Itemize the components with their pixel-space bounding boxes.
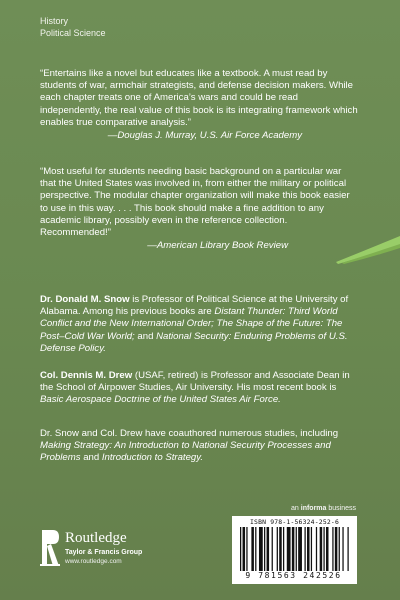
review-quote-murray (40, 68, 358, 142)
quote-attribution: —American Library Book Review (147, 240, 288, 252)
quote-attribution: —Douglas J. Murray, U.S. Air Force Academy (107, 130, 302, 142)
green-swoosh-decoration (336, 232, 400, 266)
review-quote-library (40, 166, 358, 252)
category-history: History (40, 16, 69, 26)
category-political-science: Political Science (40, 28, 106, 38)
book-title: National Security: Enduring Problems of U.S. Defense Policy. (40, 330, 348, 354)
book-titles: Distant Thunder: Third World Conflict and the New International Order; The Shape of the Future: The Post–Cold War World; (40, 306, 343, 342)
subject-categories (40, 15, 106, 39)
author-name: Col. Dennis M. Drew (40, 370, 133, 381)
author-bio-drew: Col. Dennis M. Drew (USAF, retired) is Professor and Associate Dean in the School of Airpower Studies, Air University. His most recent book is Basic Aerospace Doctrine of the United States Air Force. (40, 370, 350, 406)
isbn-number: ISBN 978-1-56324-252-6 (249, 518, 340, 526)
publisher-url: www.routledge.com (65, 558, 122, 565)
informa-business-label: an informa business (291, 505, 356, 512)
publisher-group: Taylor & Francis Group (65, 549, 143, 556)
author-bio-snow: Dr. Donald M. Snow is Professor of Political Science at the University of Alabama. Among his previous books are Distant Thunder: Third World Conflict and the New International Order; The Shape of the Future: The Post–Cold War World; and National Security: Enduring Problems of U.S. Defense Policy. (40, 294, 349, 354)
routledge-r-mark-icon (40, 528, 60, 568)
author-name: Dr. Donald M. Snow (40, 294, 130, 305)
quote-text: “Most useful for students needing basic background on a particular war that the United States was involved in, from either the military or political perspective. The modular chapter organization will make this book easier to use in this way. . . . This book should make a fine addition to any academic library, possibly even in the reference collection. Recommended!” (40, 166, 350, 239)
barcode-bars (240, 527, 350, 571)
publisher-name: Routledge (65, 530, 127, 546)
book-title: Making Strategy: An Introduction to National Security Processes and Problems (40, 440, 331, 464)
barcode-digits: 9 781563 242526 (245, 571, 342, 580)
routledge-logo (40, 528, 190, 572)
quote-text: “Entertains like a novel but educates like a textbook. A must read by students of war, armchair strategists, and defense decision makers. While each chapter treats one of America’s wars and could be read independently, the real value of this book is its integrating framework which enables true comparative analysis.” (40, 68, 358, 128)
coauthor-note: Dr. Snow and Col. Drew have coauthored numerous studies, including Making Strategy: An Introduction to National Security Processes and Problems and Introduction to Strategy. (40, 428, 339, 464)
book-title: Introduction to Strategy. (101, 452, 204, 464)
book-title: Basic Aerospace Doctrine of the United States Air Force. (40, 394, 281, 406)
isbn-barcode (232, 516, 357, 584)
